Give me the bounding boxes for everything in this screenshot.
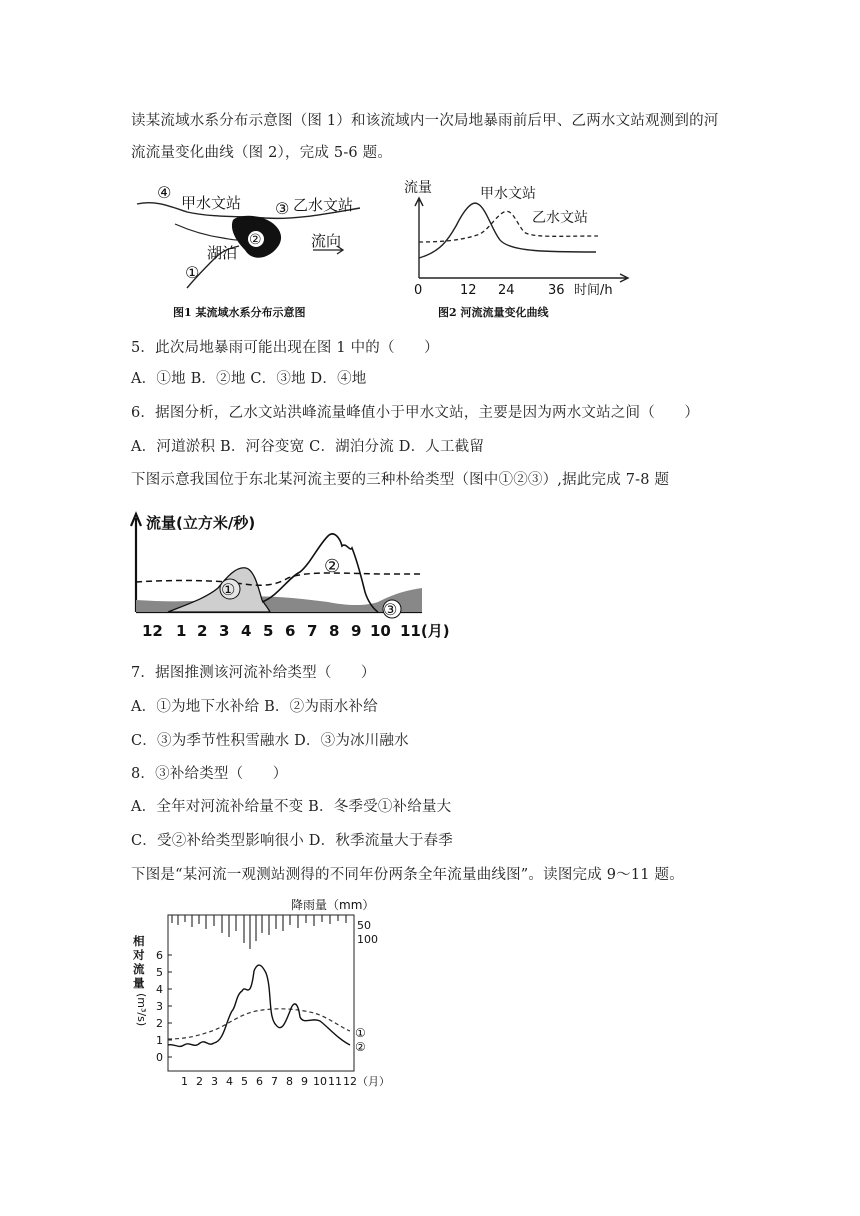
figure-1-drainage-map [135, 178, 375, 323]
figure-2-caption: 图2 河流流量变化曲线 [438, 306, 549, 319]
question-8-options-1: A．全年对河流补给量不变 B．冬季受①补给量大 [131, 799, 452, 815]
y-label-char-4: 量 [133, 976, 145, 990]
month-6: 6 [285, 622, 296, 640]
label-lake: 湖泊 [207, 244, 238, 262]
label-2: ② [355, 1040, 366, 1054]
month-1: 1 [181, 1075, 188, 1088]
label-yi-station: 乙水文站 [293, 196, 354, 214]
intro-line-2: 流流量变化曲线（图 2），完成 5-6 题。 [131, 145, 393, 161]
rain-tick-50: 50 [357, 919, 371, 932]
month-9: 9 [351, 622, 362, 640]
month-1: 1 [176, 622, 187, 640]
question-7: 7．据图推测该河流补给类型（ ） [131, 665, 376, 681]
label-3: ③ [275, 199, 290, 218]
figure-4-annual-flow [128, 893, 408, 1098]
question-7-options-2: C．③为季节性积雪融水 D．③为冰川融水 [131, 733, 409, 749]
month-2: 2 [197, 622, 208, 640]
series-yi-label: 乙水文站 [532, 210, 588, 226]
x-axis [419, 274, 628, 282]
y-tick-4: 4 [156, 983, 163, 996]
intro-9-11: 下图是“某河流一观测站测得的不同年份两条全年流量曲线图”。读图完成 9～11 题。 [131, 867, 684, 883]
tributary-branch [175, 224, 237, 240]
label-3: ③ [383, 600, 398, 619]
series-jia-label: 甲水文站 [480, 186, 536, 202]
question-5-options: A．①地 B．②地 C．③地 D．④地 [131, 371, 367, 387]
recharge-1-area [168, 568, 270, 612]
rain-axis-label: 降雨量（mm） [291, 898, 375, 912]
month-12: 12 [343, 1075, 357, 1088]
x-tick-labels [142, 622, 450, 640]
y-axis-label: 流量(立方米/秒) [146, 514, 256, 532]
month-5: 5 [263, 622, 274, 640]
figure-3-recharge-types [128, 508, 458, 643]
rainfall-bars [172, 915, 346, 949]
month-4: 4 [241, 622, 252, 640]
y-tick-labels [156, 949, 163, 1064]
month-2: 2 [196, 1075, 203, 1088]
x-tick-12: 12 [460, 283, 477, 298]
question-5: 5．此次局地暴雨可能出现在图 1 中的（ ） [131, 340, 439, 356]
month-12: 12 [142, 622, 163, 640]
y-axis-unit: (m³/s) [135, 993, 148, 1027]
month-unit: （月） [357, 1075, 390, 1088]
x-tick-24: 24 [498, 283, 515, 298]
question-6: 6．据图分析，乙水文站洪峰流量峰值小于甲水文站，主要是因为两水文站之间（ ） [131, 405, 700, 421]
total-flow-dashed [136, 573, 422, 585]
series-2-solid [168, 965, 350, 1046]
month-5: 5 [241, 1075, 248, 1088]
label-1: ① [185, 263, 200, 282]
month-11: 11 [328, 1075, 342, 1088]
y-label-char-3: 流 [133, 962, 145, 976]
month-3: 3 [211, 1075, 218, 1088]
month-10: 10 [313, 1075, 327, 1088]
month-8: 8 [286, 1075, 293, 1088]
x-tick-labels [181, 1075, 390, 1088]
y-tick-1: 1 [156, 1034, 163, 1047]
y-tick-marks [168, 955, 172, 1057]
plot-frame [168, 915, 354, 1071]
question-6-options: A．河道淤积 B．河谷变宽 C．湖泊分流 D．人工截留 [131, 439, 485, 455]
label-flow: 流向 [311, 232, 342, 250]
y-axis [415, 198, 423, 278]
question-7-options-1: A．①为地下水补给 B．②为雨水补给 [131, 699, 378, 715]
y-tick-2: 2 [156, 1017, 163, 1030]
month-6: 6 [256, 1075, 263, 1088]
month-9: 9 [301, 1075, 308, 1088]
y-label-char-1: 相 [133, 934, 145, 948]
month-8: 8 [329, 622, 340, 640]
y-tick-6: 6 [156, 949, 163, 962]
lake-number: ② [249, 232, 262, 248]
month-7: 7 [271, 1075, 278, 1088]
y-axis-label: 流量 [404, 180, 432, 196]
x-axis-label: 时间/h [574, 283, 613, 298]
y-axis [131, 514, 141, 612]
label-2: ② [324, 556, 341, 577]
x-tick-0: 0 [414, 283, 423, 298]
rain-tick-100: 100 [357, 933, 378, 946]
y-axis-label [132, 934, 145, 990]
x-tick-36: 36 [548, 283, 565, 298]
label-1: ① [221, 580, 236, 599]
month-4: 4 [226, 1075, 233, 1088]
month-11: 11(月) [400, 622, 450, 640]
figure-2-flow-curves [400, 178, 635, 323]
label-4: ④ [157, 183, 172, 202]
month-3: 3 [219, 622, 230, 640]
intro-line-1: 读某流域水系分布示意图（图 1）和该流域内一次局地暴雨前后甲、乙两水文站观测到的河 [131, 113, 719, 129]
y-tick-5: 5 [156, 966, 163, 979]
y-tick-0: 0 [156, 1051, 163, 1064]
label-1: ① [355, 1026, 366, 1040]
month-10: 10 [370, 622, 391, 640]
y-label-char-2: 对 [133, 948, 145, 962]
y-tick-3: 3 [156, 1000, 163, 1013]
label-jia-station: 甲水文站 [181, 194, 242, 212]
question-8-options-2: C．受②补给类型影响很小 D．秋季流量大于春季 [131, 833, 453, 849]
month-7: 7 [307, 622, 318, 640]
figure-1-caption: 图1 某流域水系分布示意图 [173, 306, 306, 319]
question-8: 8．③补给类型（ ） [131, 766, 288, 782]
intro-7-8: 下图示意我国位于东北某河流主要的三种朴给类型（图中①②③）,据此完成 7-8 题 [131, 472, 670, 488]
